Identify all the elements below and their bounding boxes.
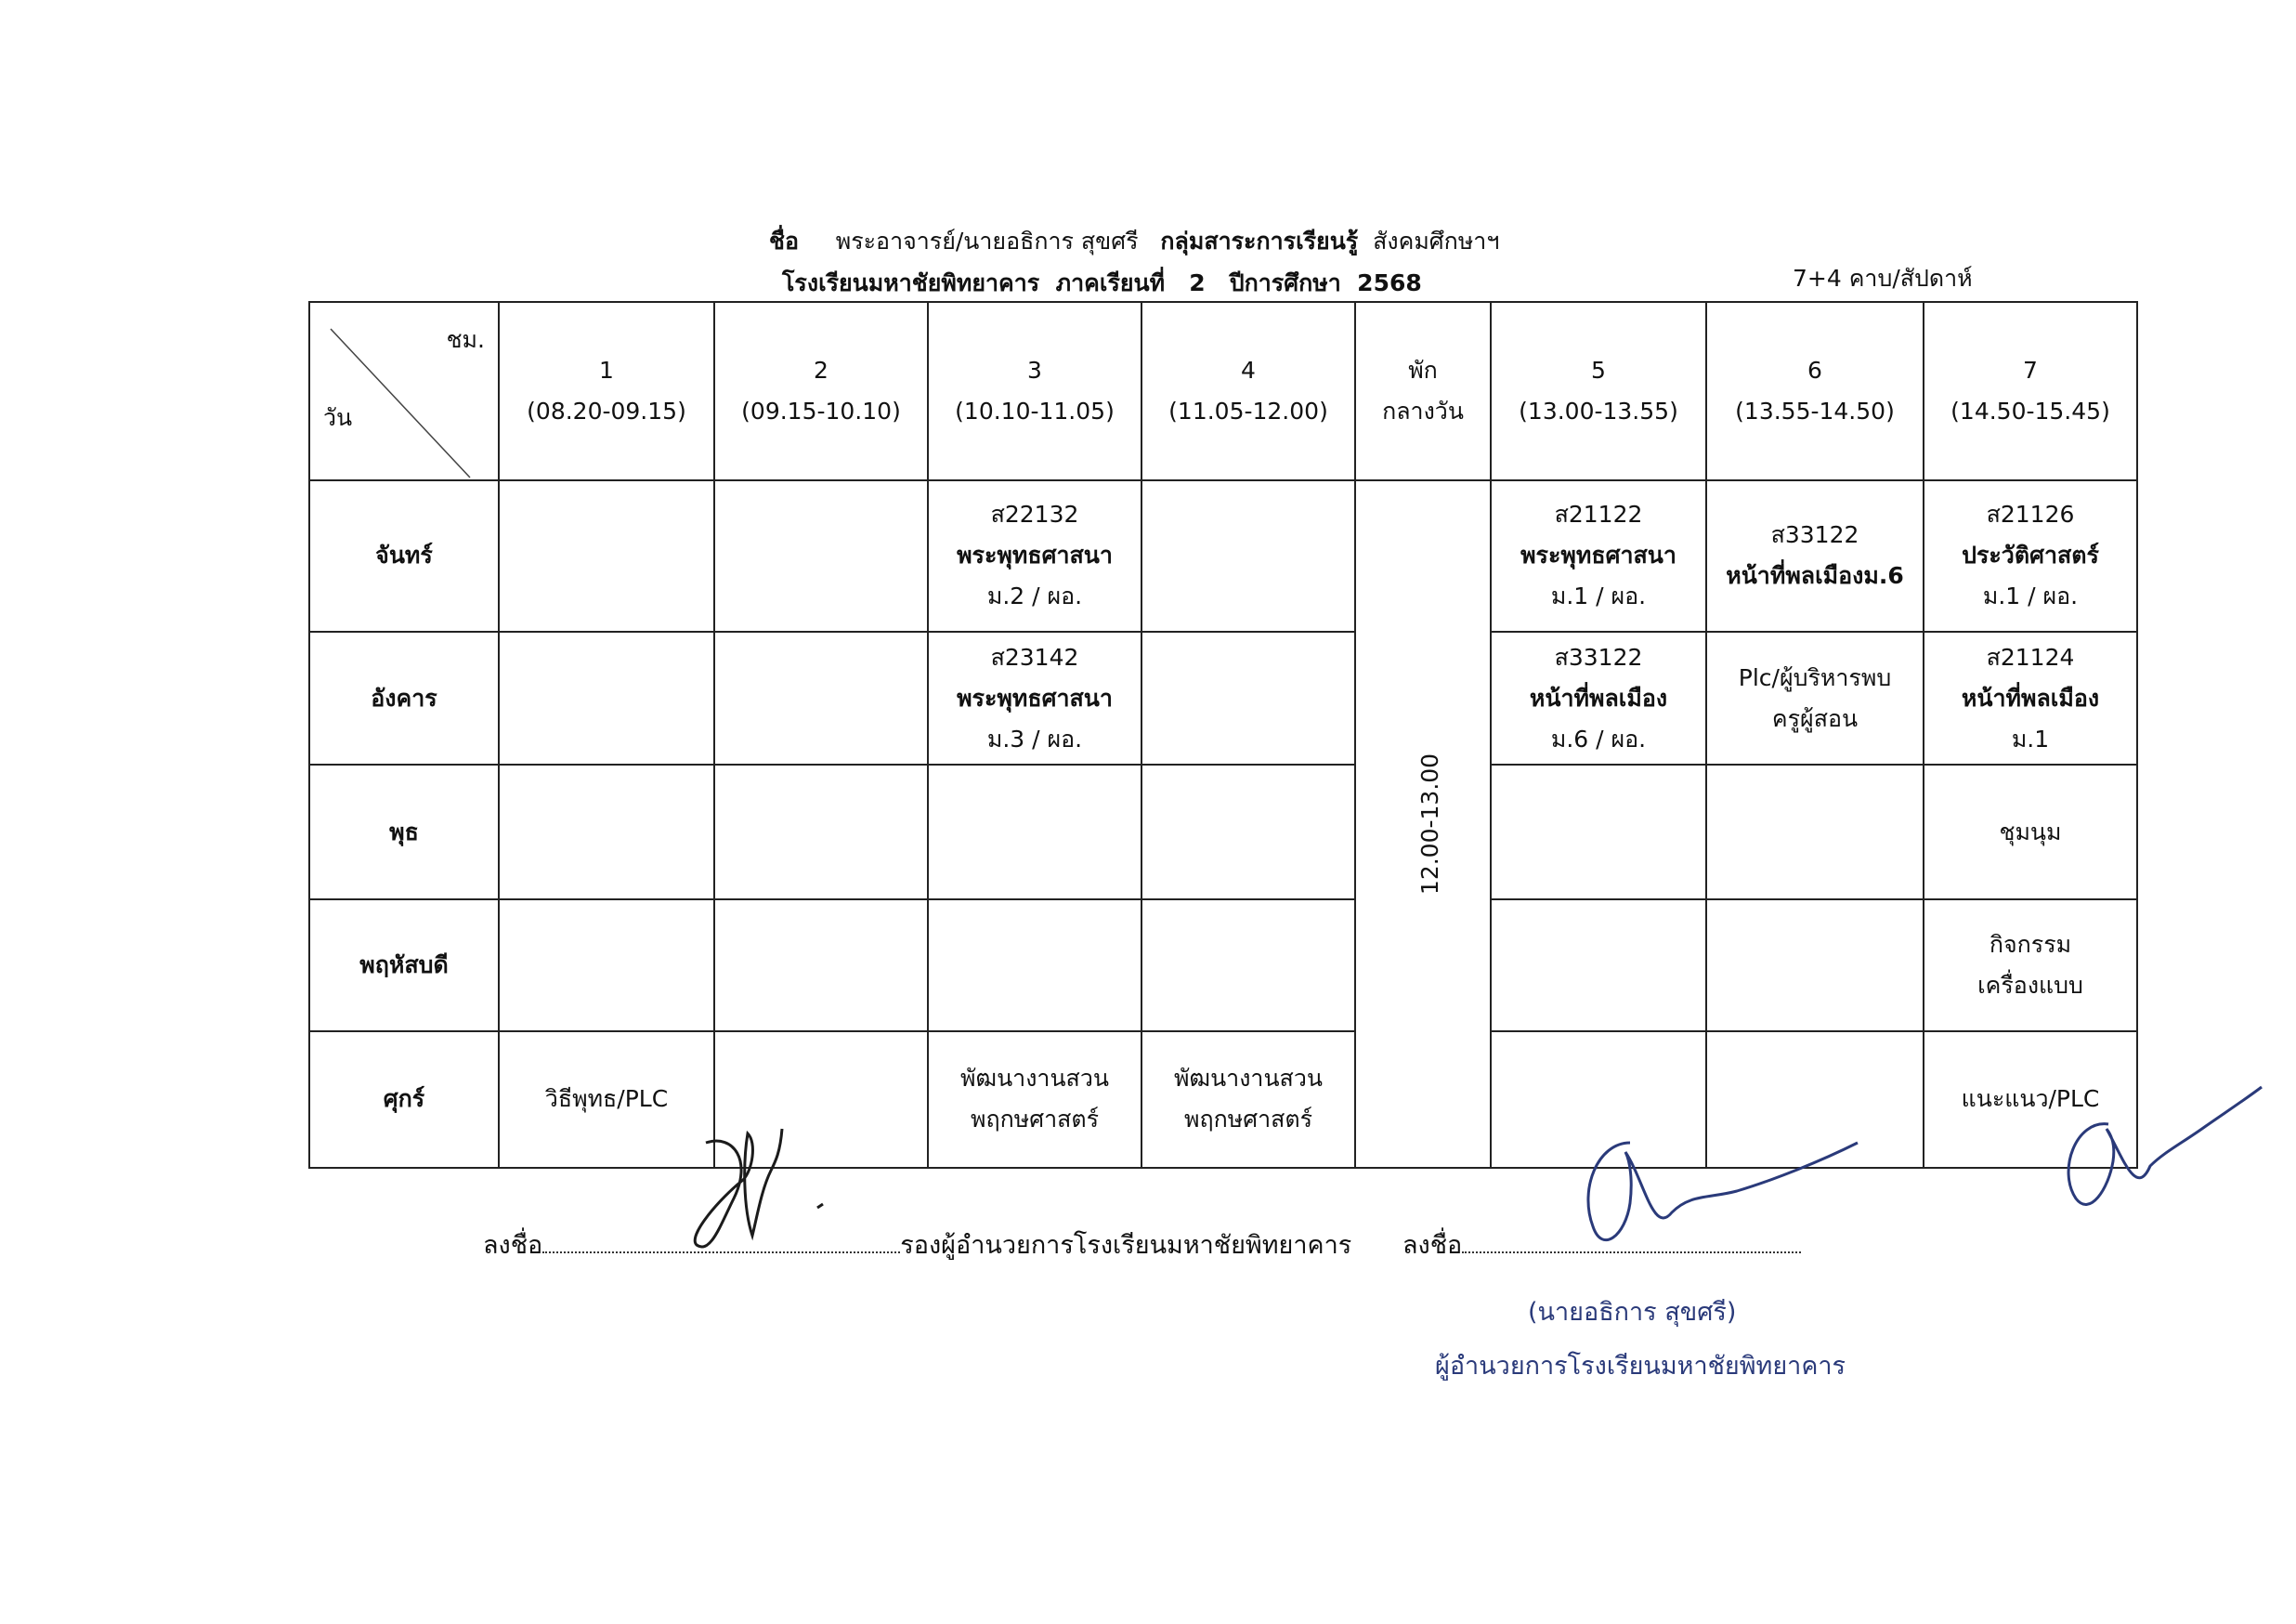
period-time: (14.50-15.45) <box>1950 397 2110 425</box>
cell-wed-p6 <box>1706 765 1924 899</box>
teacher-name: พระอาจารย์/นายอธิการ สุขศรี <box>835 228 1139 255</box>
period-number: 6 <box>1807 356 1822 384</box>
cell-tue-p7 <box>1924 632 2137 765</box>
director-name: (นายอธิการ สุขศรี) <box>1528 1298 1737 1327</box>
group-value: สังคมศึกษาฯ <box>1373 228 1500 255</box>
period-header-7 <box>1924 302 2137 480</box>
cell-wed-p5 <box>1491 765 1706 899</box>
cell-mon-p5 <box>1491 480 1706 632</box>
cell-mon-p3 <box>928 480 1141 632</box>
period-number: 4 <box>1241 356 1256 384</box>
course-subject: พระพุทธศาสนา <box>957 684 1113 712</box>
cell-thu-p3 <box>928 899 1141 1030</box>
cell-mon-p2 <box>714 480 928 632</box>
course-code: ส33122 <box>1770 521 1859 549</box>
course-code: ส23142 <box>990 643 1079 671</box>
cell-thu-p5 <box>1491 899 1706 1030</box>
period-header-2 <box>714 302 928 480</box>
course-code: ส33122 <box>1554 643 1643 671</box>
course-code: ส21124 <box>1986 643 2075 671</box>
year-label: ปีการศึกษา <box>1229 269 1341 296</box>
semester-label: ภาคเรียนที่ <box>1055 269 1166 296</box>
director-signature-1 <box>1560 1124 1867 1264</box>
cell-mon-p4 <box>1141 480 1355 632</box>
cell-mon-p1 <box>499 480 714 632</box>
director-signature-2 <box>2034 1068 2266 1208</box>
cell-thu-p2 <box>714 899 928 1030</box>
corner-cell <box>309 302 499 480</box>
period-header-4 <box>1141 302 1355 480</box>
activity-line-1: พัฒนางานสวน <box>960 1065 1109 1093</box>
course-code: ส21122 <box>1554 501 1643 529</box>
course-subject: หน้าที่พลเมือง <box>1961 684 2100 712</box>
corner-top-label: ชม. <box>446 326 485 353</box>
teaching-load: 7+4 คาบ/สัปดาห์ <box>1793 265 1973 292</box>
timetable <box>308 301 2138 1169</box>
header-line-1 <box>769 223 1499 260</box>
period-header-3 <box>928 302 1141 480</box>
activity-line-1: พัฒนางานสวน <box>1174 1065 1323 1093</box>
cell-fri-p3 <box>928 1031 1141 1168</box>
period-number: 3 <box>1027 356 1042 384</box>
cell-wed-p4 <box>1141 765 1355 899</box>
header-row <box>309 302 2137 480</box>
cell-wed-p2 <box>714 765 928 899</box>
sign-label-2: ลงชื่อ <box>1402 1231 1463 1260</box>
cell-tue-p6 <box>1706 632 1924 765</box>
course-subject: พระพุทธศาสนา <box>1520 542 1676 570</box>
course-class: ม.1 / ผอ. <box>1550 583 1647 610</box>
cell-tue-p5 <box>1491 632 1706 765</box>
director-role: ผู้อำนวยการโรงเรียนมหาชัยพิทยาคาร <box>1435 1352 1846 1381</box>
header-line-2 <box>782 265 1422 302</box>
day-friday: ศุกร์ <box>309 1031 499 1168</box>
activity-line-1: วิธีพุทธ/PLC <box>544 1085 669 1113</box>
course-class: ม.2 / ผอ. <box>986 583 1083 610</box>
lunch-header-line-2: กลางวัน <box>1382 397 1464 425</box>
course-class: ม.1 / ผอ. <box>1982 583 2079 610</box>
deputy-signature <box>669 1106 854 1264</box>
year-value: 2568 <box>1357 269 1422 296</box>
period-time: (11.05-12.00) <box>1168 397 1328 425</box>
activity-line-2: พฤกษศาสตร์ <box>1183 1106 1313 1133</box>
course-code: ส22132 <box>990 501 1079 529</box>
day-wednesday: พุธ <box>309 765 499 899</box>
row-monday <box>309 480 2137 632</box>
cell-fri-p4 <box>1141 1031 1355 1168</box>
lunch-time: 12.00-13.00 <box>1416 753 1444 895</box>
period-time: (13.55-14.50) <box>1735 397 1895 425</box>
period-time: (08.20-09.15) <box>527 397 686 425</box>
period-number: 5 <box>1591 356 1606 384</box>
course-subject: หน้าที่พลเมือง <box>1529 684 1668 712</box>
activity-line-2: เครื่องแบบ <box>1977 972 2083 1000</box>
activity-line-1: กิจกรรม <box>1989 931 2072 959</box>
period-number: 1 <box>599 356 614 384</box>
lunch-header-line-1: พัก <box>1408 356 1438 384</box>
period-header-5 <box>1491 302 1706 480</box>
signature-line-1 <box>483 1225 1351 1264</box>
group-label: กลุ่มสาระการเรียนรู้ <box>1160 228 1359 255</box>
period-header-6 <box>1706 302 1924 480</box>
activity-line-2: ครูผู้สอน <box>1771 704 1859 732</box>
cell-tue-p1 <box>499 632 714 765</box>
cell-mon-p7 <box>1924 480 2137 632</box>
day-thursday: พฤหัสบดี <box>309 899 499 1030</box>
course-class: ม.1 <box>2011 725 2050 753</box>
cell-wed-p7 <box>1924 765 2137 899</box>
cell-mon-p6 <box>1706 480 1924 632</box>
period-number: 7 <box>2023 356 2038 384</box>
lunch-header <box>1355 302 1491 480</box>
corner-bottom-label: วัน <box>323 403 353 431</box>
period-header-1 <box>499 302 714 480</box>
cell-thu-p1 <box>499 899 714 1030</box>
course-class: ม.3 / ผอ. <box>986 725 1083 753</box>
course-class: ม.6 / ผอ. <box>1550 725 1647 753</box>
sign-label-1: ลงชื่อ <box>483 1231 543 1260</box>
course-code: ส21126 <box>1986 501 2075 529</box>
cell-wed-p1 <box>499 765 714 899</box>
activity-line-1: แนะแนว/PLC <box>1961 1085 2100 1113</box>
row-wednesday <box>309 765 2137 899</box>
cell-thu-p7 <box>1924 899 2137 1030</box>
cell-thu-p6 <box>1706 899 1924 1030</box>
school-name: โรงเรียนมหาชัยพิทยาคาร <box>782 269 1040 296</box>
period-number: 2 <box>814 356 828 384</box>
activity-line-1: ชุมนุม <box>1999 818 2062 845</box>
course-subject: ประวัติศาสตร์ <box>1962 542 2099 570</box>
cell-thu-p4 <box>1141 899 1355 1030</box>
period-time: (13.00-13.55) <box>1519 397 1678 425</box>
day-tuesday: อังคาร <box>309 632 499 765</box>
cell-tue-p2 <box>714 632 928 765</box>
deputy-role: รองผู้อำนวยการโรงเรียนมหาชัยพิทยาคาร <box>900 1231 1352 1260</box>
row-thursday <box>309 899 2137 1030</box>
semester-value: 2 <box>1189 269 1206 296</box>
name-label: ชื่อ <box>769 228 799 255</box>
cell-wed-p3 <box>928 765 1141 899</box>
period-time: (09.15-10.10) <box>741 397 901 425</box>
activity-line-1: Plc/ผู้บริหารพบ <box>1738 663 1892 691</box>
cell-tue-p4 <box>1141 632 1355 765</box>
period-time: (10.10-11.05) <box>955 397 1115 425</box>
course-subject: พระพุทธศาสนา <box>957 542 1113 570</box>
activity-line-2: พฤกษศาสตร์ <box>970 1106 1100 1133</box>
row-tuesday <box>309 632 2137 765</box>
cell-tue-p3 <box>928 632 1141 765</box>
day-monday: จันทร์ <box>309 480 499 632</box>
lunch-column <box>1355 480 1491 1168</box>
course-subject: หน้าที่พลเมืองม.6 <box>1726 562 1904 590</box>
